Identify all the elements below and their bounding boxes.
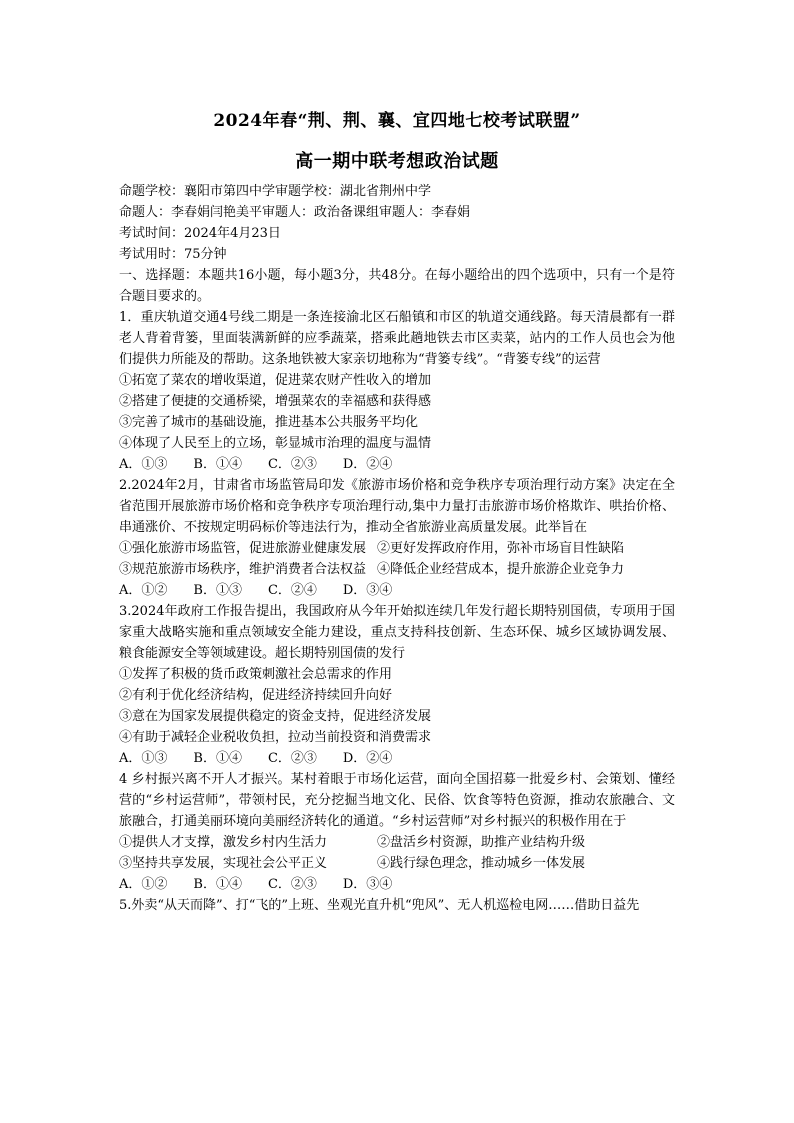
header-duration: 考试用时：75分钟 (119, 247, 227, 262)
question-4-option-3: ③坚持共享发展，实现社会公平正义 (119, 856, 328, 871)
question-4-answers: A．①② B．①④ C．②③ D．③④ (119, 877, 393, 892)
question-4-option-1: ①提供人才支撑，激发乡村内生活力 (119, 835, 328, 850)
question-2-option-1: ①强化旅游市场监管，促进旅游业健康发展 (119, 541, 367, 556)
question-4-options-row-2 (119, 853, 675, 874)
question-3-option-3: ③意在为国家发展提供稳定的资金支持，促进经济发展 (119, 709, 432, 724)
question-3-stem: 3.2024年政府工作报告提出，我国政府从今年开始拟连续几年发行超长期特别国债，专项用于国家重大战略实施和重点领域安全能力建设，重点支持科技创新、生态环保、城乡区域协调发展、粮食能源安全等领域建设。超长期特别国债的发行 (119, 604, 675, 661)
question-4-options-row-1 (119, 832, 675, 853)
question-4-stem: 4 乡村振兴离不开人才振兴。某村着眼于市场化运营，面向全国招募一批爱乡村、会策划、懂经营的“乡村运营师”，带领村民，充分挖掘当地文化、民俗、饮食等特色资源，推动农旅融合、文旅融合，打通美丽环境向美丽经济转化的通道。“乡村运营师”对乡村振兴的积极作用在于 (119, 772, 675, 829)
question-4-option-4: ④践行绿色理念，推动城乡一体发展 (377, 856, 586, 871)
question-1-option-2: ②搭建了便捷的交通桥梁，增强菜农的幸福感和获得感 (119, 394, 432, 409)
exam-title-line1: 2024年春“荆、荆、襄、宜四地七校考试联盟” (213, 111, 581, 131)
exam-title-line2: 高一期中联考想政治试题 (295, 151, 499, 172)
exam-body (119, 181, 675, 916)
question-3-option-1: ①发挥了积极的货币政策刺激社会总需求的作用 (119, 667, 393, 682)
question-3-option-4: ④有助于减轻企业税收负担，拉动当前投资和消费需求 (119, 730, 432, 745)
question-5-stem: 5.外卖“从天而降”、打“飞的”上班、坐观光直升机“兜风”、无人机巡检电网……借助日益先 (119, 898, 640, 913)
question-1-answers: A．①③ B．①④ C．②③ D．②④ (119, 457, 393, 472)
question-2-options-row-1 (119, 538, 675, 559)
question-1-option-4: ④体现了人民至上的立场，彰显城市治理的温度与温情 (119, 436, 432, 451)
question-1-option-1: ①拓宽了菜农的增收渠道，促进菜农财产性收入的增加 (119, 373, 432, 388)
header-exam-date: 考试时间：2024年4月23日 (119, 226, 281, 241)
question-1-stem: 1．重庆轨道交通4号线二期是一条连接渝北区石船镇和市区的轨道交通线路。每天清晨都有一群老人背着背篓，里面装满新鲜的应季蔬菜，搭乘此趟地铁去市区卖菜，站内的工作人员也会为他们提供力所能及的帮助。这条地铁被大家亲切地称为“背篓专线”。“背篓专线”的运营 (119, 310, 675, 367)
header-schools: 命题学校：襄阳市第四中学审题学校：湖北省荆州中学 (119, 184, 432, 199)
question-2-answers: A．①② B．①③ C．②④ D．③④ (119, 583, 393, 598)
question-1-option-3: ③完善了城市的基础设施，推进基本公共服务平均化 (119, 415, 419, 430)
question-2-option-3: ③规范旅游市场秩序，维护消费者合法权益 (119, 562, 367, 577)
question-2-option-4: ④降低企业经营成本，提升旅游企业竞争力 (377, 562, 625, 577)
question-3-option-2: ②有利于优化经济结构，促进经济持续回升向好 (119, 688, 393, 703)
question-2-option-2: ②更好发挥政府作用，弥补市场盲目性缺陷 (377, 541, 625, 556)
header-people: 命题人：李春娟闫艳美平审题人：政治备课组审题人：李春娟 (119, 205, 471, 220)
question-2-stem: 2.2024年2月，甘肃省市场监管局印发《旅游市场价格和竞争秩序专项治理行动方案》决定在全省范围开展旅游市场价格和竞争秩序专项治理行动,集中力量打击旅游市场价格欺诈、哄抬价格、串通涨价、不按规定明码标价等违法行为，推动全省旅游业高质量发展。此举旨在 (119, 478, 675, 535)
section-instructions: 一、选择题：本题共16小题，每小题3分，共48分。在每小题给出的四个选项中，只有一个是符合题目要求的。 (119, 268, 675, 304)
question-4-option-2: ②盘活乡村资源，助推产业结构升级 (377, 835, 586, 850)
question-2-options-row-2 (119, 559, 675, 580)
question-3-answers: A．①③ B．①④ C．②③ D．②④ (119, 751, 393, 766)
